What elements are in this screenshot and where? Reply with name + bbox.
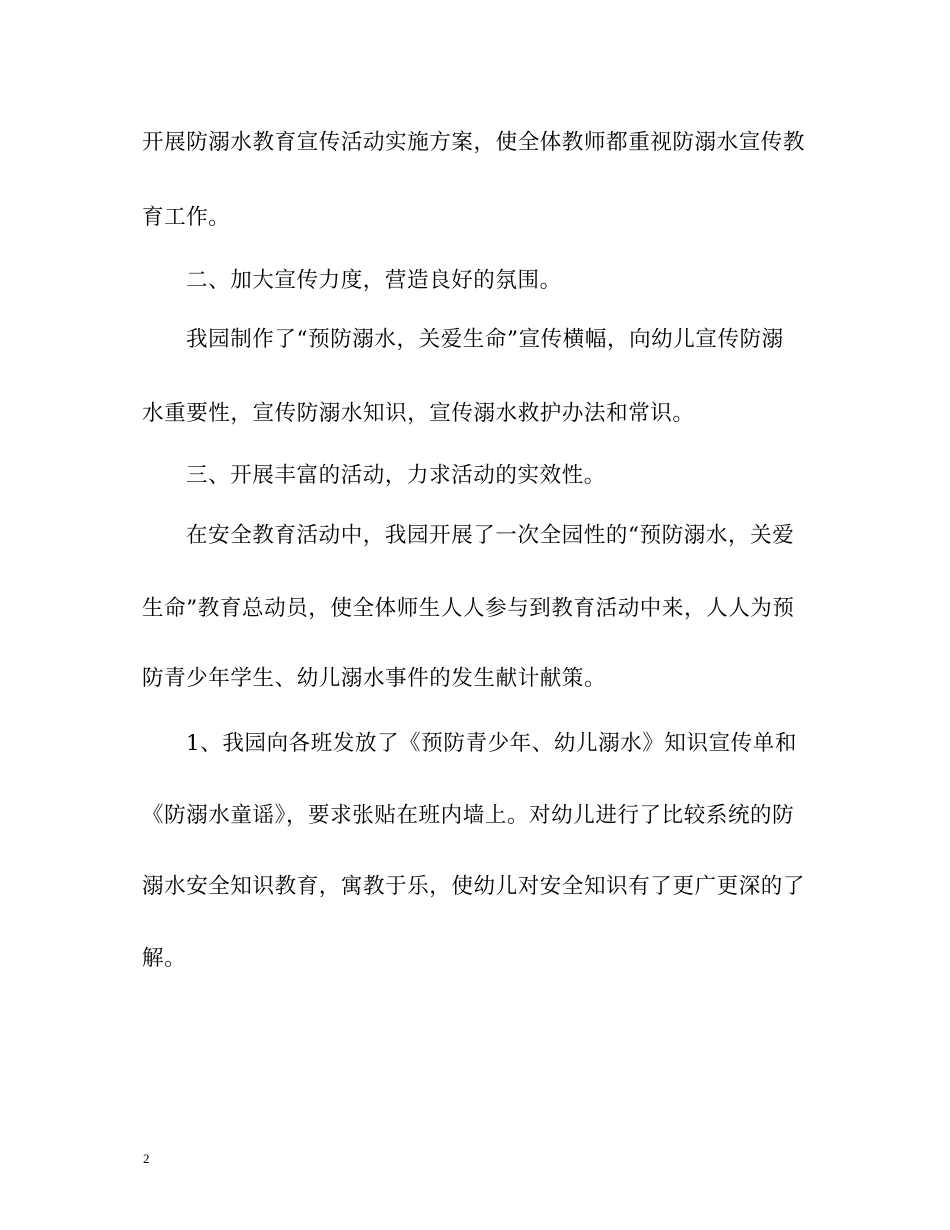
- text-line: 溺水安全知识教育，寓教于乐，使幼儿对安全知识有了更广更深的了: [142, 874, 806, 899]
- text-line: 开展防溺水教育宣传活动实施方案，使全体教师都重视防溺水宣传教: [142, 130, 806, 155]
- page-number: 2: [143, 1151, 150, 1166]
- text-line: 在安全教育活动中，我园开展了一次全园性的“预防溺水，关爱: [186, 523, 795, 548]
- text-line: 1、我园向各班发放了《预防青少年、幼儿溺水》知识宣传单和: [186, 731, 797, 756]
- section-heading: 三、开展丰富的活动，力求活动的实效性。: [186, 463, 606, 488]
- text-line: 生命”教育总动员，使全体师生人人参与到教育活动中来，人人为预: [142, 596, 795, 621]
- text-line: 解。: [142, 946, 187, 971]
- text-line: 育工作。: [142, 205, 231, 230]
- text-line: 水重要性，宣传防溺水知识，宣传溺水救护办法和常识。: [142, 401, 695, 426]
- text-line: 防青少年学生、幼儿溺水事件的发生献计献策。: [142, 666, 607, 691]
- text-line: 我园制作了“预防溺水，关爱生命”宣传横幅，向幼儿宣传防溺: [186, 327, 784, 352]
- text-line: 《防溺水童谣》，要求张贴在班内墙上。对幼儿进行了比较系统的防: [142, 803, 795, 828]
- section-heading: 二、加大宣传力度，营造良好的氛围。: [186, 268, 562, 293]
